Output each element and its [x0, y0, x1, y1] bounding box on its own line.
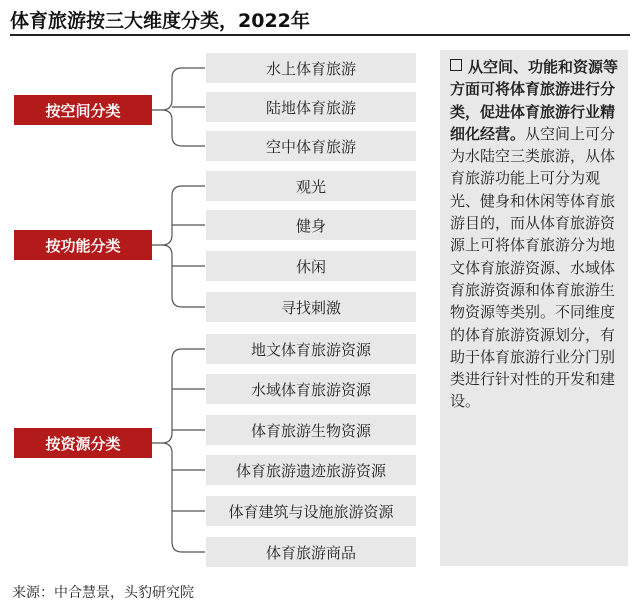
source-note: 来源：中合慧景，头豹研究院 — [12, 585, 194, 601]
item-land: 陆地体育旅游 — [206, 92, 416, 122]
item-facility-resource: 体育建筑与设施旅游资源 — [206, 496, 416, 526]
item-leisure: 休闲 — [206, 251, 416, 281]
item-bio-resource: 体育旅游生物资源 — [206, 415, 416, 445]
item-fitness: 健身 — [206, 210, 416, 240]
page-title: 体育旅游按三大维度分类，2022年 — [10, 10, 310, 32]
description-panel — [440, 50, 628, 566]
checkbox-bullet-icon — [450, 59, 462, 71]
item-landform-resource: 地文体育旅游资源 — [206, 334, 416, 364]
category-resource: 按资源分类 — [14, 428, 152, 458]
item-heritage-resource: 体育旅游遗迹旅游资源 — [206, 455, 416, 485]
item-thrill: 寻找刺激 — [206, 292, 416, 322]
bracket-function — [152, 186, 205, 307]
bracket-space — [152, 68, 205, 146]
item-goods: 体育旅游商品 — [206, 537, 416, 567]
item-air: 空中体育旅游 — [206, 131, 416, 161]
panel-bold-text: 从空间、功能和资源等方面可将体育旅游进行分类，促进体育旅游行业精细化经营。 — [450, 58, 619, 143]
bracket-resource — [152, 349, 205, 552]
category-function: 按功能分类 — [14, 230, 152, 260]
item-water-resource: 水域体育旅游资源 — [206, 374, 416, 404]
category-space: 按空间分类 — [14, 95, 152, 125]
item-water: 水上体育旅游 — [206, 53, 416, 83]
panel-body-text: 从空间上可分为水陆空三类旅游，从体育旅游功能上可分为观光、健身和休闲等体育旅游目的，而从体育旅游资源上可将体育旅游分为地文体育旅游资源、水域体育旅游资源和体育旅游生物资源等类别。不同维度的体育旅游资源划分，有助于体育旅游行业分门别类进行针对性的开发和建设。 — [450, 124, 616, 411]
item-sightseeing: 观光 — [206, 171, 416, 201]
